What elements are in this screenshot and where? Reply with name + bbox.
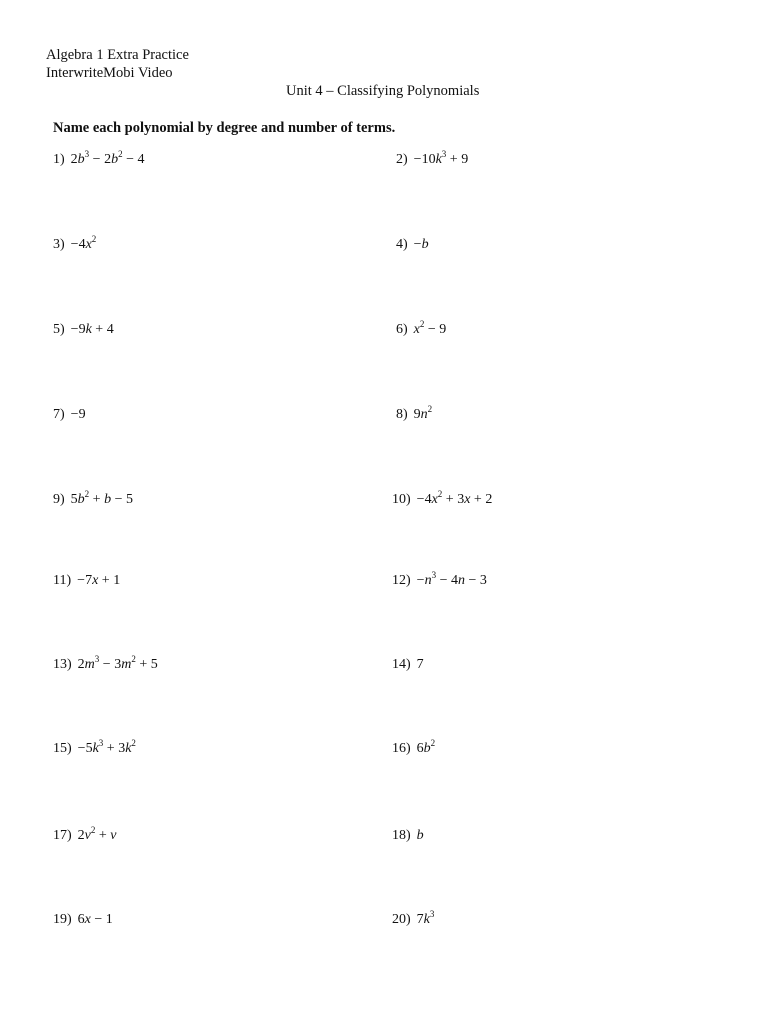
problem-number: 6) <box>396 322 408 337</box>
problem-item <box>53 738 136 757</box>
polynomial-expression: $x^2 - 9$ <box>413 319 447 337</box>
problem-number: 11) <box>53 573 72 588</box>
polynomial-expression: −9 <box>70 407 86 422</box>
problem-number: 4) <box>396 237 408 252</box>
unit-title: Unit 4 – Classifying Polynomials <box>286 83 480 99</box>
polynomial-expression: $-n^3 - 4n - 3$ <box>416 570 487 588</box>
polynomial-expression: $-10k^3 + 9$ <box>413 149 469 167</box>
problem-item <box>396 237 429 253</box>
polynomial-expression: $-4x^2 + 3x + 2$ <box>416 489 493 507</box>
problem-item <box>396 404 433 423</box>
polynomial-expression: $-4x^2$ <box>70 234 97 252</box>
problem-item <box>53 573 120 589</box>
problem-number: 17) <box>53 828 72 843</box>
problem-number: 15) <box>53 741 72 756</box>
problem-number: 13) <box>53 657 72 672</box>
problem-item <box>53 654 158 673</box>
polynomial-expression: $6b^2$ <box>416 738 436 756</box>
problem-number: 5) <box>53 322 65 337</box>
instructions: Name each polynomial by degree and number of terms. <box>53 120 396 136</box>
problem-item <box>392 909 435 928</box>
problem-number: 1) <box>53 152 65 167</box>
problem-item <box>53 322 114 338</box>
problem-number: 20) <box>392 912 411 927</box>
problem-item <box>392 657 424 673</box>
problem-number: 19) <box>53 912 72 927</box>
polynomial-expression: −9k + 4 <box>70 322 114 337</box>
polynomial-expression: 6x − 1 <box>77 912 113 927</box>
polynomial-expression: −b <box>413 237 429 252</box>
polynomial-expression: $2m^3 - 3m^2 + 5$ <box>77 654 158 672</box>
polynomial-expression: $9n^2$ <box>413 404 433 422</box>
problem-item <box>396 149 469 168</box>
problem-item <box>392 570 487 589</box>
video-source: InterwriteMobi Video <box>46 65 173 81</box>
problem-number: 7) <box>53 407 65 422</box>
problem-item <box>53 912 113 928</box>
problem-number: 16) <box>392 741 411 756</box>
polynomial-expression: $5b^2 + b - 5$ <box>70 489 133 507</box>
problem-number: 18) <box>392 828 411 843</box>
polynomial-expression: $2b^3 - 2b^2 - 4$ <box>70 149 145 167</box>
polynomial-expression: 7 <box>416 657 424 672</box>
problem-item <box>392 738 436 757</box>
problem-item <box>53 234 97 253</box>
polynomial-expression: −7x + 1 <box>77 573 121 588</box>
polynomial-expression: $2v^2 + v$ <box>77 825 117 843</box>
problem-number: 12) <box>392 573 411 588</box>
problem-item <box>53 407 86 423</box>
problem-number: 14) <box>392 657 411 672</box>
polynomial-expression: b <box>416 828 424 843</box>
problem-item <box>53 149 145 168</box>
polynomial-expression: $-5k^3 + 3k^2$ <box>77 738 136 756</box>
problem-item <box>53 489 133 508</box>
problem-item <box>396 319 447 338</box>
problem-number: 10) <box>392 492 411 507</box>
problem-number: 9) <box>53 492 65 507</box>
problem-number: 2) <box>396 152 408 167</box>
problem-number: 3) <box>53 237 65 252</box>
course-title: Algebra 1 Extra Practice <box>46 47 189 63</box>
problem-item <box>392 828 424 844</box>
problem-item <box>53 825 117 844</box>
problem-item <box>392 489 493 508</box>
problem-number: 8) <box>396 407 408 422</box>
polynomial-expression: $7k^3$ <box>416 909 435 927</box>
